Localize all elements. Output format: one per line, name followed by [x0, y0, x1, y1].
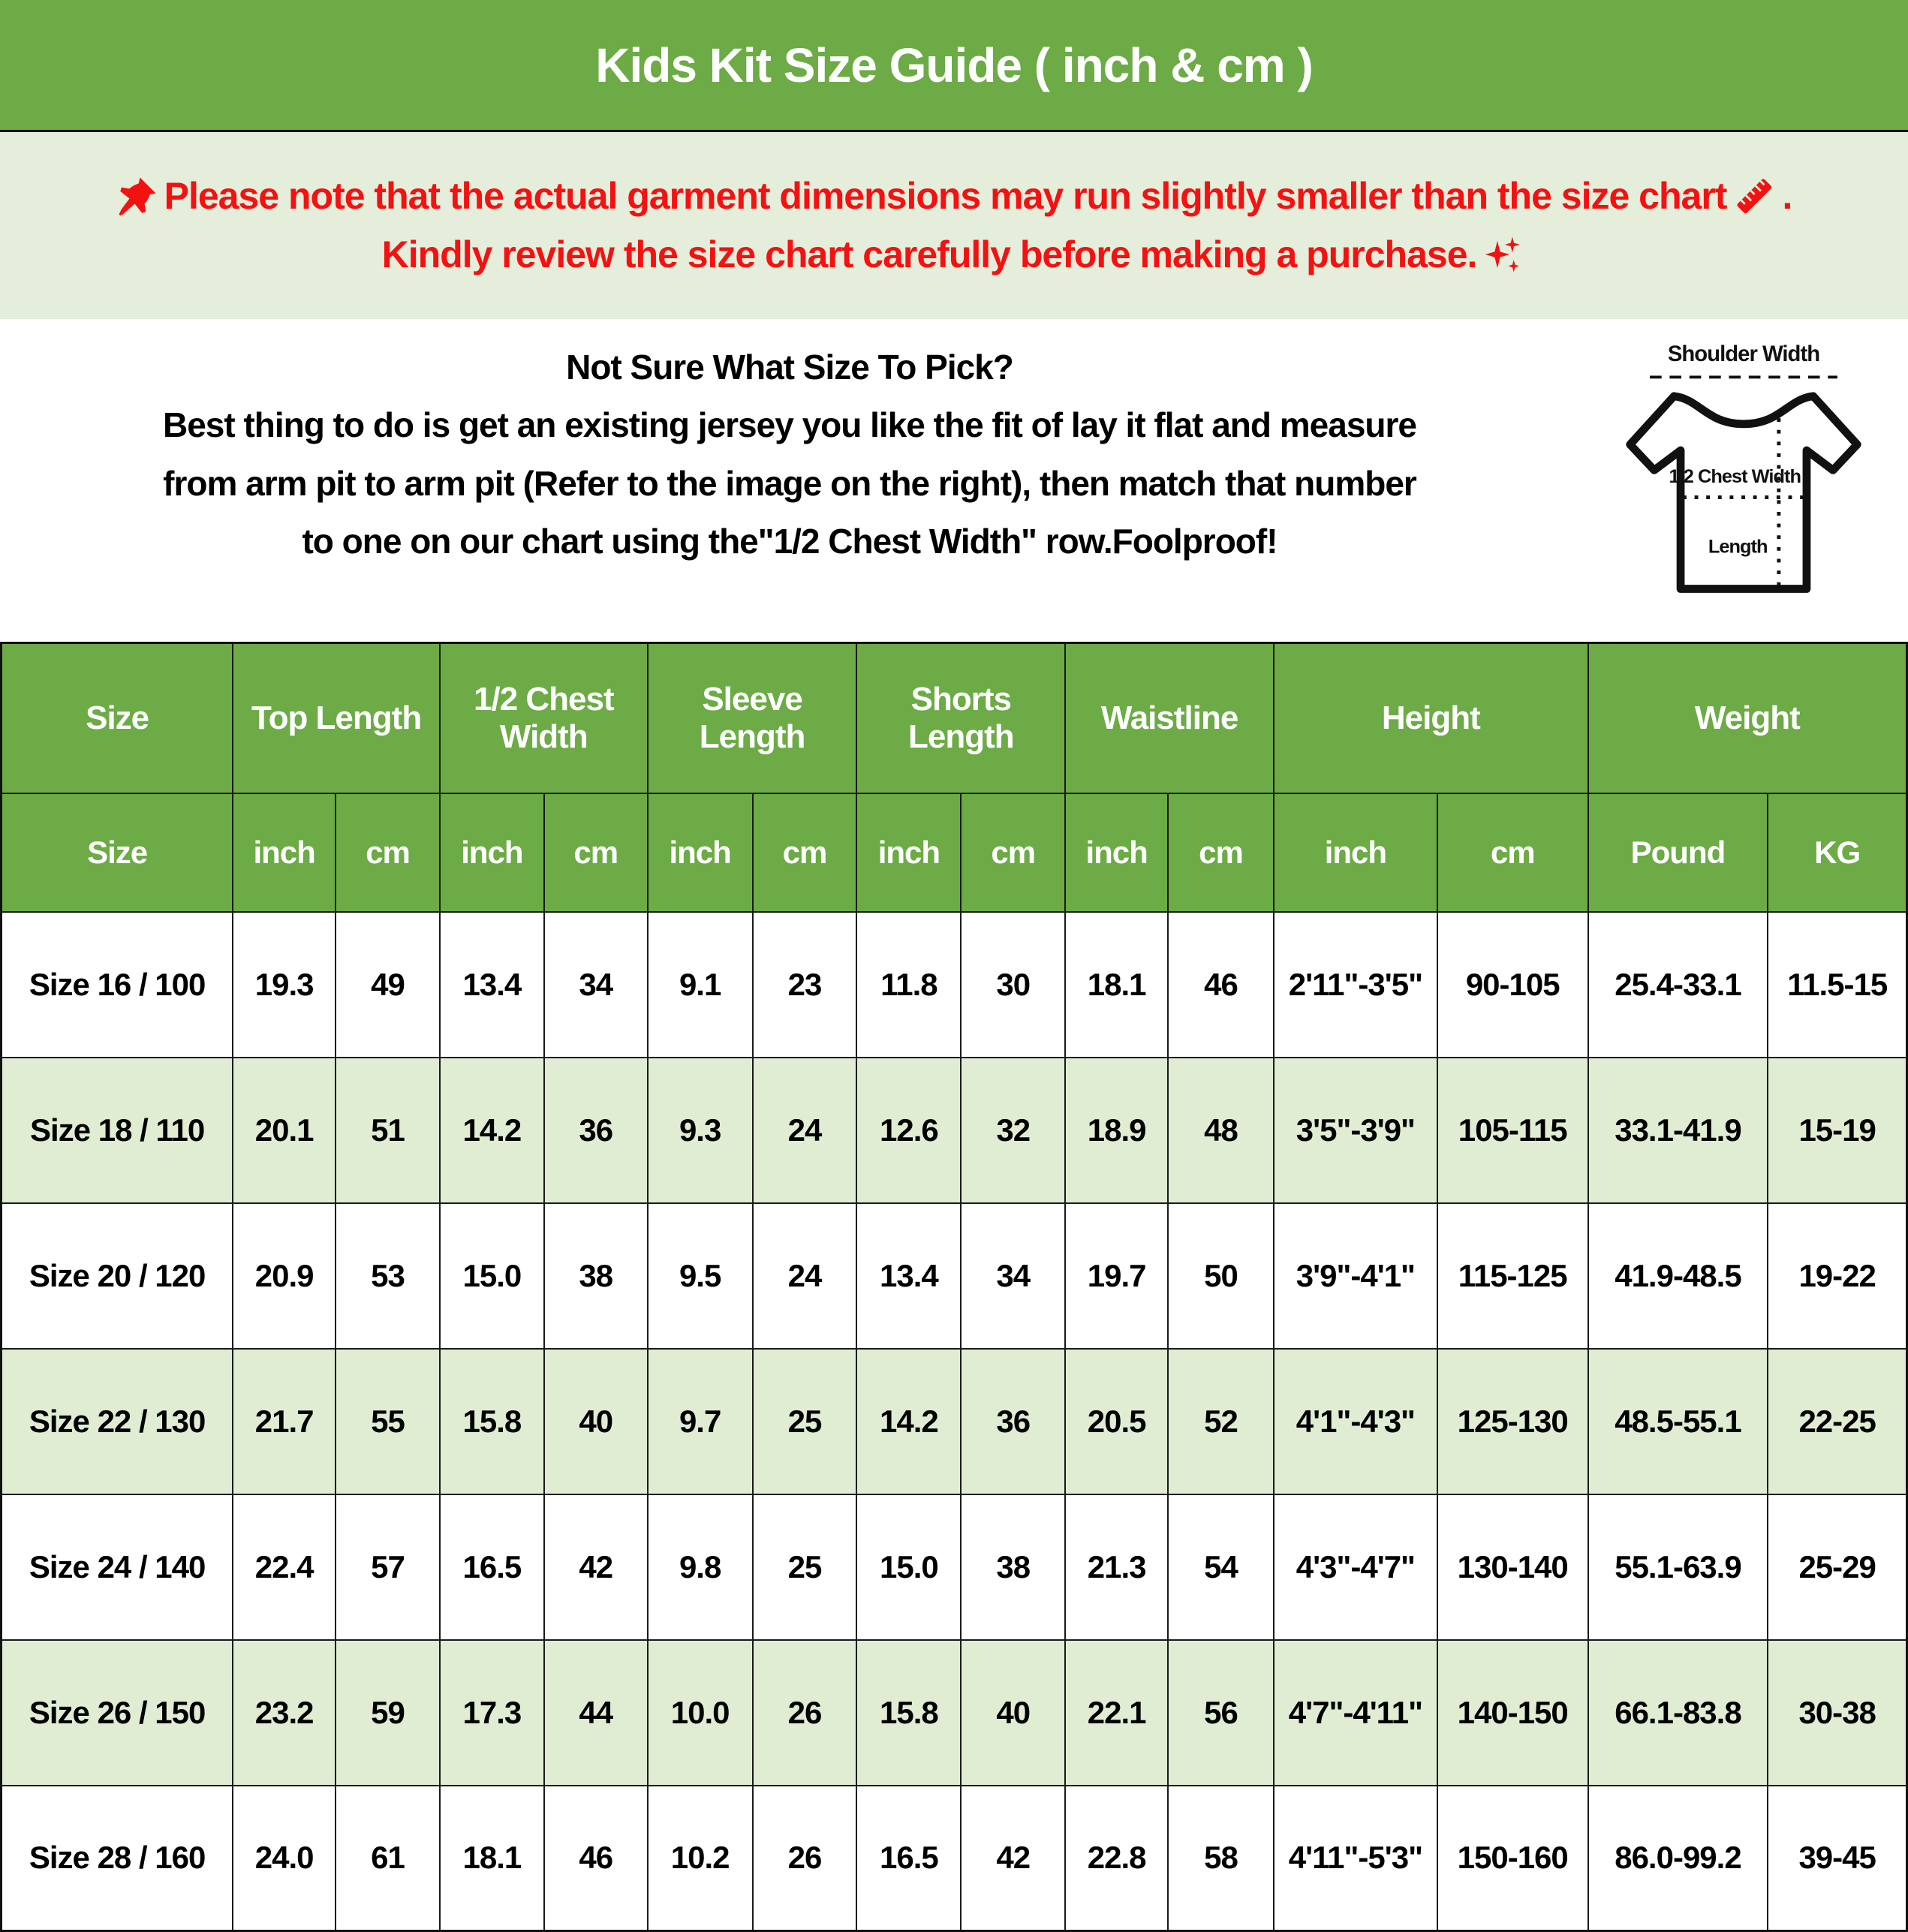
size-cell: Size 16 / 100: [2, 912, 233, 1058]
sizing-instructions-section: [0, 319, 1908, 642]
value-cell: 36: [961, 1349, 1065, 1494]
value-cell: 20.9: [233, 1203, 336, 1349]
table-row: [2, 1058, 1907, 1203]
value-cell: 48.5-55.1: [1588, 1349, 1768, 1494]
value-cell: 57: [336, 1494, 440, 1640]
value-cell: 15.0: [856, 1494, 961, 1640]
value-cell: 38: [961, 1494, 1065, 1640]
sizing-instructions-text: [0, 319, 1579, 642]
value-cell: 26: [753, 1786, 857, 1931]
size-cell: Size 26 / 150: [2, 1640, 233, 1786]
value-cell: 4'1"-4'3": [1274, 1349, 1437, 1494]
tshirt-diagram-svg: [1590, 333, 1897, 633]
column-group-header: Weight: [1588, 643, 1907, 793]
unit-header: inch: [233, 793, 336, 912]
value-cell: 13.4: [440, 912, 544, 1058]
warning-line-2: [382, 233, 1527, 276]
value-cell: 40: [961, 1640, 1065, 1786]
table-body: [2, 912, 1907, 1931]
value-cell: 105-115: [1437, 1058, 1588, 1203]
tshirt-outline: [1630, 396, 1858, 589]
value-cell: 34: [961, 1203, 1065, 1349]
value-cell: 52: [1168, 1349, 1274, 1494]
pushpin-icon: [116, 175, 158, 217]
value-cell: 39-45: [1768, 1786, 1906, 1931]
value-cell: 4'3"-4'7": [1274, 1494, 1437, 1640]
value-cell: 36: [544, 1058, 648, 1203]
column-group-header: Waistline: [1065, 643, 1274, 793]
unit-header: cm: [753, 793, 857, 912]
page-title-banner: [0, 0, 1908, 132]
value-cell: 18.9: [1065, 1058, 1168, 1203]
value-cell: 42: [961, 1786, 1065, 1931]
value-cell: 90-105: [1437, 912, 1588, 1058]
table-row: [2, 1786, 1907, 1931]
value-cell: 125-130: [1437, 1349, 1588, 1494]
value-cell: 66.1-83.8: [1588, 1640, 1768, 1786]
column-group-header: Shorts Length: [856, 643, 1065, 793]
value-cell: 22-25: [1768, 1349, 1906, 1494]
value-cell: 26: [753, 1640, 857, 1786]
tshirt-measurement-diagram: [1579, 319, 1908, 642]
shoulder-width-label: Shoulder Width: [1667, 341, 1820, 366]
value-cell: 55: [336, 1349, 440, 1494]
value-cell: 9.5: [648, 1203, 753, 1349]
unit-header: inch: [440, 793, 544, 912]
value-cell: 53: [336, 1203, 440, 1349]
value-cell: 25: [753, 1494, 857, 1640]
value-cell: 59: [336, 1640, 440, 1786]
value-cell: 18.1: [1065, 912, 1168, 1058]
value-cell: 22.4: [233, 1494, 336, 1640]
value-cell: 61: [336, 1786, 440, 1931]
value-cell: 15.8: [440, 1349, 544, 1494]
value-cell: 22.8: [1065, 1786, 1168, 1931]
value-cell: 14.2: [856, 1349, 961, 1494]
value-cell: 130-140: [1437, 1494, 1588, 1640]
sparkles-icon: [1482, 233, 1526, 276]
value-cell: 21.3: [1065, 1494, 1168, 1640]
value-cell: 19.7: [1065, 1203, 1168, 1349]
value-cell: 49: [336, 912, 440, 1058]
table-header: [2, 643, 1907, 912]
size-cell: Size 18 / 110: [2, 1058, 233, 1203]
value-cell: 56: [1168, 1640, 1274, 1786]
value-cell: 24: [753, 1203, 857, 1349]
size-cell: Size 24 / 140: [2, 1494, 233, 1640]
value-cell: 18.1: [440, 1786, 544, 1931]
value-cell: 51: [336, 1058, 440, 1203]
value-cell: 140-150: [1437, 1640, 1588, 1786]
table-row: [2, 1494, 1907, 1640]
value-cell: 46: [544, 1786, 648, 1931]
size-cell: Size 20 / 120: [2, 1203, 233, 1349]
value-cell: 13.4: [856, 1203, 961, 1349]
instructions-line-2: Best thing to do is get an existing jersey you like the fit of lay it flat and measure: [162, 405, 1417, 445]
value-cell: 30: [961, 912, 1065, 1058]
table-row: [2, 1640, 1907, 1786]
column-group-header: Sleeve Length: [648, 643, 857, 793]
value-cell: 115-125: [1437, 1203, 1588, 1349]
value-cell: 22.1: [1065, 1640, 1168, 1786]
unit-header: KG: [1768, 793, 1906, 912]
value-cell: 9.1: [648, 912, 753, 1058]
unit-header: cm: [1168, 793, 1274, 912]
value-cell: 9.7: [648, 1349, 753, 1494]
value-cell: 9.3: [648, 1058, 753, 1203]
value-cell: 44: [544, 1640, 648, 1786]
value-cell: 23.2: [233, 1640, 336, 1786]
value-cell: 11.5-15: [1768, 912, 1906, 1058]
value-cell: 40: [544, 1349, 648, 1494]
value-cell: 32: [961, 1058, 1065, 1203]
unit-header: Size: [2, 793, 233, 912]
value-cell: 30-38: [1768, 1640, 1906, 1786]
value-cell: 4'11"-5'3": [1274, 1786, 1437, 1931]
value-cell: 41.9-48.5: [1588, 1203, 1768, 1349]
table-row: [2, 1349, 1907, 1494]
unit-header: cm: [961, 793, 1065, 912]
warning-line-1: [116, 174, 1792, 218]
unit-header: cm: [1437, 793, 1588, 912]
unit-header: cm: [544, 793, 648, 912]
value-cell: 42: [544, 1494, 648, 1640]
instructions-heading: Not Sure What Size To Pick?: [566, 348, 1013, 387]
value-cell: 54: [1168, 1494, 1274, 1640]
unit-header: inch: [1274, 793, 1437, 912]
length-label: Length: [1708, 536, 1768, 558]
value-cell: 150-160: [1437, 1786, 1588, 1931]
value-cell: 21.7: [233, 1349, 336, 1494]
column-group-header: 1/2 Chest Width: [440, 643, 648, 793]
value-cell: 12.6: [856, 1058, 961, 1203]
value-cell: 25: [753, 1349, 857, 1494]
value-cell: 10.0: [648, 1640, 753, 1786]
value-cell: 9.8: [648, 1494, 753, 1640]
value-cell: 25-29: [1768, 1494, 1906, 1640]
value-cell: 38: [544, 1203, 648, 1349]
value-cell: 3'9"-4'1": [1274, 1203, 1437, 1349]
unit-header: cm: [336, 793, 440, 912]
value-cell: 58: [1168, 1786, 1274, 1931]
instructions-line-3: from arm pit to arm pit (Refer to the image on the right), then match that number: [163, 463, 1416, 503]
table-row: [2, 1203, 1907, 1349]
value-cell: 15.8: [856, 1640, 961, 1786]
column-group-header: Size: [2, 643, 233, 793]
size-chart-table: [0, 642, 1908, 1932]
column-group-header: Top Length: [233, 643, 440, 793]
value-cell: 2'11"-3'5": [1274, 912, 1437, 1058]
value-cell: 33.1-41.9: [1588, 1058, 1768, 1203]
value-cell: 24.0: [233, 1786, 336, 1931]
value-cell: 15-19: [1768, 1058, 1906, 1203]
instructions-line-4: to one on our chart using the"1/2 Chest Width" row.Foolproof!: [302, 521, 1278, 561]
unit-header: inch: [648, 793, 753, 912]
value-cell: 46: [1168, 912, 1274, 1058]
value-cell: 23: [753, 912, 857, 1058]
value-cell: 20.5: [1065, 1349, 1168, 1494]
value-cell: 20.1: [233, 1058, 336, 1203]
value-cell: 11.8: [856, 912, 961, 1058]
page-title: Kids Kit Size Guide ( inch & cm ): [595, 38, 1313, 92]
ruler-icon: [1732, 174, 1776, 218]
warning-text-1: Please note that the actual garment dimensions may run slightly smaller than the size chart: [164, 174, 1727, 217]
value-cell: 19-22: [1768, 1203, 1906, 1349]
value-cell: 14.2: [440, 1058, 544, 1203]
size-cell: Size 28 / 160: [2, 1786, 233, 1931]
value-cell: 19.3: [233, 912, 336, 1058]
warning-notice: [0, 132, 1908, 319]
warning-text-2: Kindly review the size chart carefully before making a purchase.: [381, 233, 1477, 275]
size-cell: Size 22 / 130: [2, 1349, 233, 1494]
value-cell: 17.3: [440, 1640, 544, 1786]
unit-header: inch: [1065, 793, 1168, 912]
value-cell: 16.5: [856, 1786, 961, 1931]
half-chest-width-label: 1/2 Chest Width: [1669, 466, 1801, 487]
value-cell: 48: [1168, 1058, 1274, 1203]
unit-header: Pound: [1588, 793, 1768, 912]
value-cell: 16.5: [440, 1494, 544, 1640]
value-cell: 10.2: [648, 1786, 753, 1931]
table-row: [2, 912, 1907, 1058]
table-group-row: [2, 643, 1907, 793]
value-cell: 25.4-33.1: [1588, 912, 1768, 1058]
value-cell: 86.0-99.2: [1588, 1786, 1768, 1931]
value-cell: 3'5"-3'9": [1274, 1058, 1437, 1203]
value-cell: 15.0: [440, 1203, 544, 1349]
column-group-header: Height: [1274, 643, 1588, 793]
unit-header: inch: [856, 793, 961, 912]
warning-text-1-period: .: [1782, 174, 1792, 217]
value-cell: 4'7"-4'11": [1274, 1640, 1437, 1786]
table-units-row: [2, 793, 1907, 912]
value-cell: 24: [753, 1058, 857, 1203]
value-cell: 34: [544, 912, 648, 1058]
value-cell: 55.1-63.9: [1588, 1494, 1768, 1640]
value-cell: 50: [1168, 1203, 1274, 1349]
